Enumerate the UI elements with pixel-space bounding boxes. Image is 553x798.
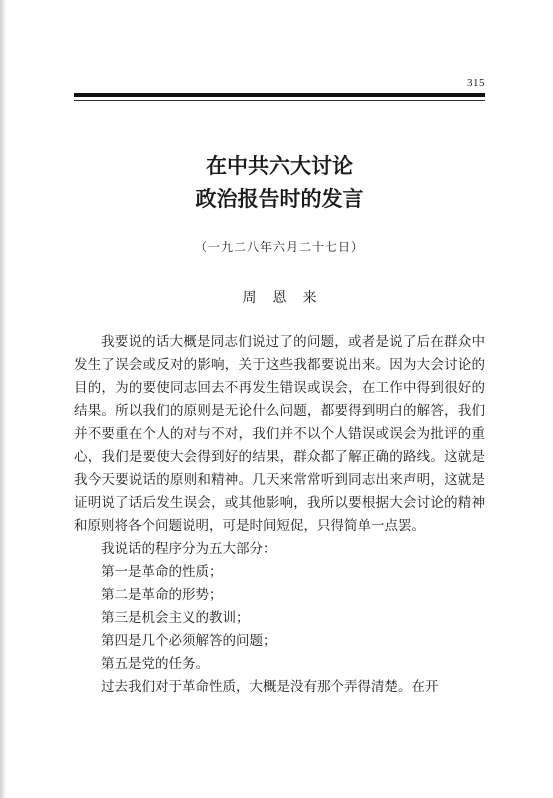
paragraph-intro: 我要说的话大概是同志们说过了的问题，或者是说了后在群众中发生了误会或反对的影响，关于这些我都要说出来。因为大会讨论的目的，为的要使同志回去不再发生错误或误会，在工作中得到很好的结果。所以我们的原则是无论什么问题，都要得到明白的解答，我们并不要重在个人的对与不对，我们并不以个人错误或误会为批评的重心，我们是要使大会得到好的结果，群众都了解正确的路线。这就是我今天要说话的原则和精神。几天来常常听到同志出来声明，这就是证明说了话后发生误会，或其他影响，我所以要根据大会讨论的精神和原则将各个问题说明，可是时间短促，只得简单一点罢。 [74,334,485,534]
page-number: 315 [467,77,485,89]
paragraph-continuation: 过去我们对于革命性质，大概是没有那个弄得清楚。在开 [101,679,439,695]
outline-item-3: 第三是机会主义的教训； [101,610,250,626]
article-date: （一九二八年六月二十七日） [194,240,364,254]
header-rule-thin [74,100,485,101]
outline-item-2: 第二是革命的形势； [101,587,223,603]
page-edge-shadow [0,0,6,798]
title-line-1: 在中共六大讨论 [206,154,353,178]
header-rule-thick [74,93,485,97]
article-title [74,150,485,216]
outline-item-5: 第五是党的任务。 [101,656,209,672]
article-author: 周恩来 [242,290,333,306]
outline-item-1: 第一是革命的性质； [101,564,223,580]
outline-item-4: 第四是几个必须解答的问题； [101,633,277,649]
title-line-2: 政治报告时的发言 [195,187,364,211]
paragraph-outline: 我说话的程序分为五大部分： [101,541,277,557]
article-body [74,331,485,699]
